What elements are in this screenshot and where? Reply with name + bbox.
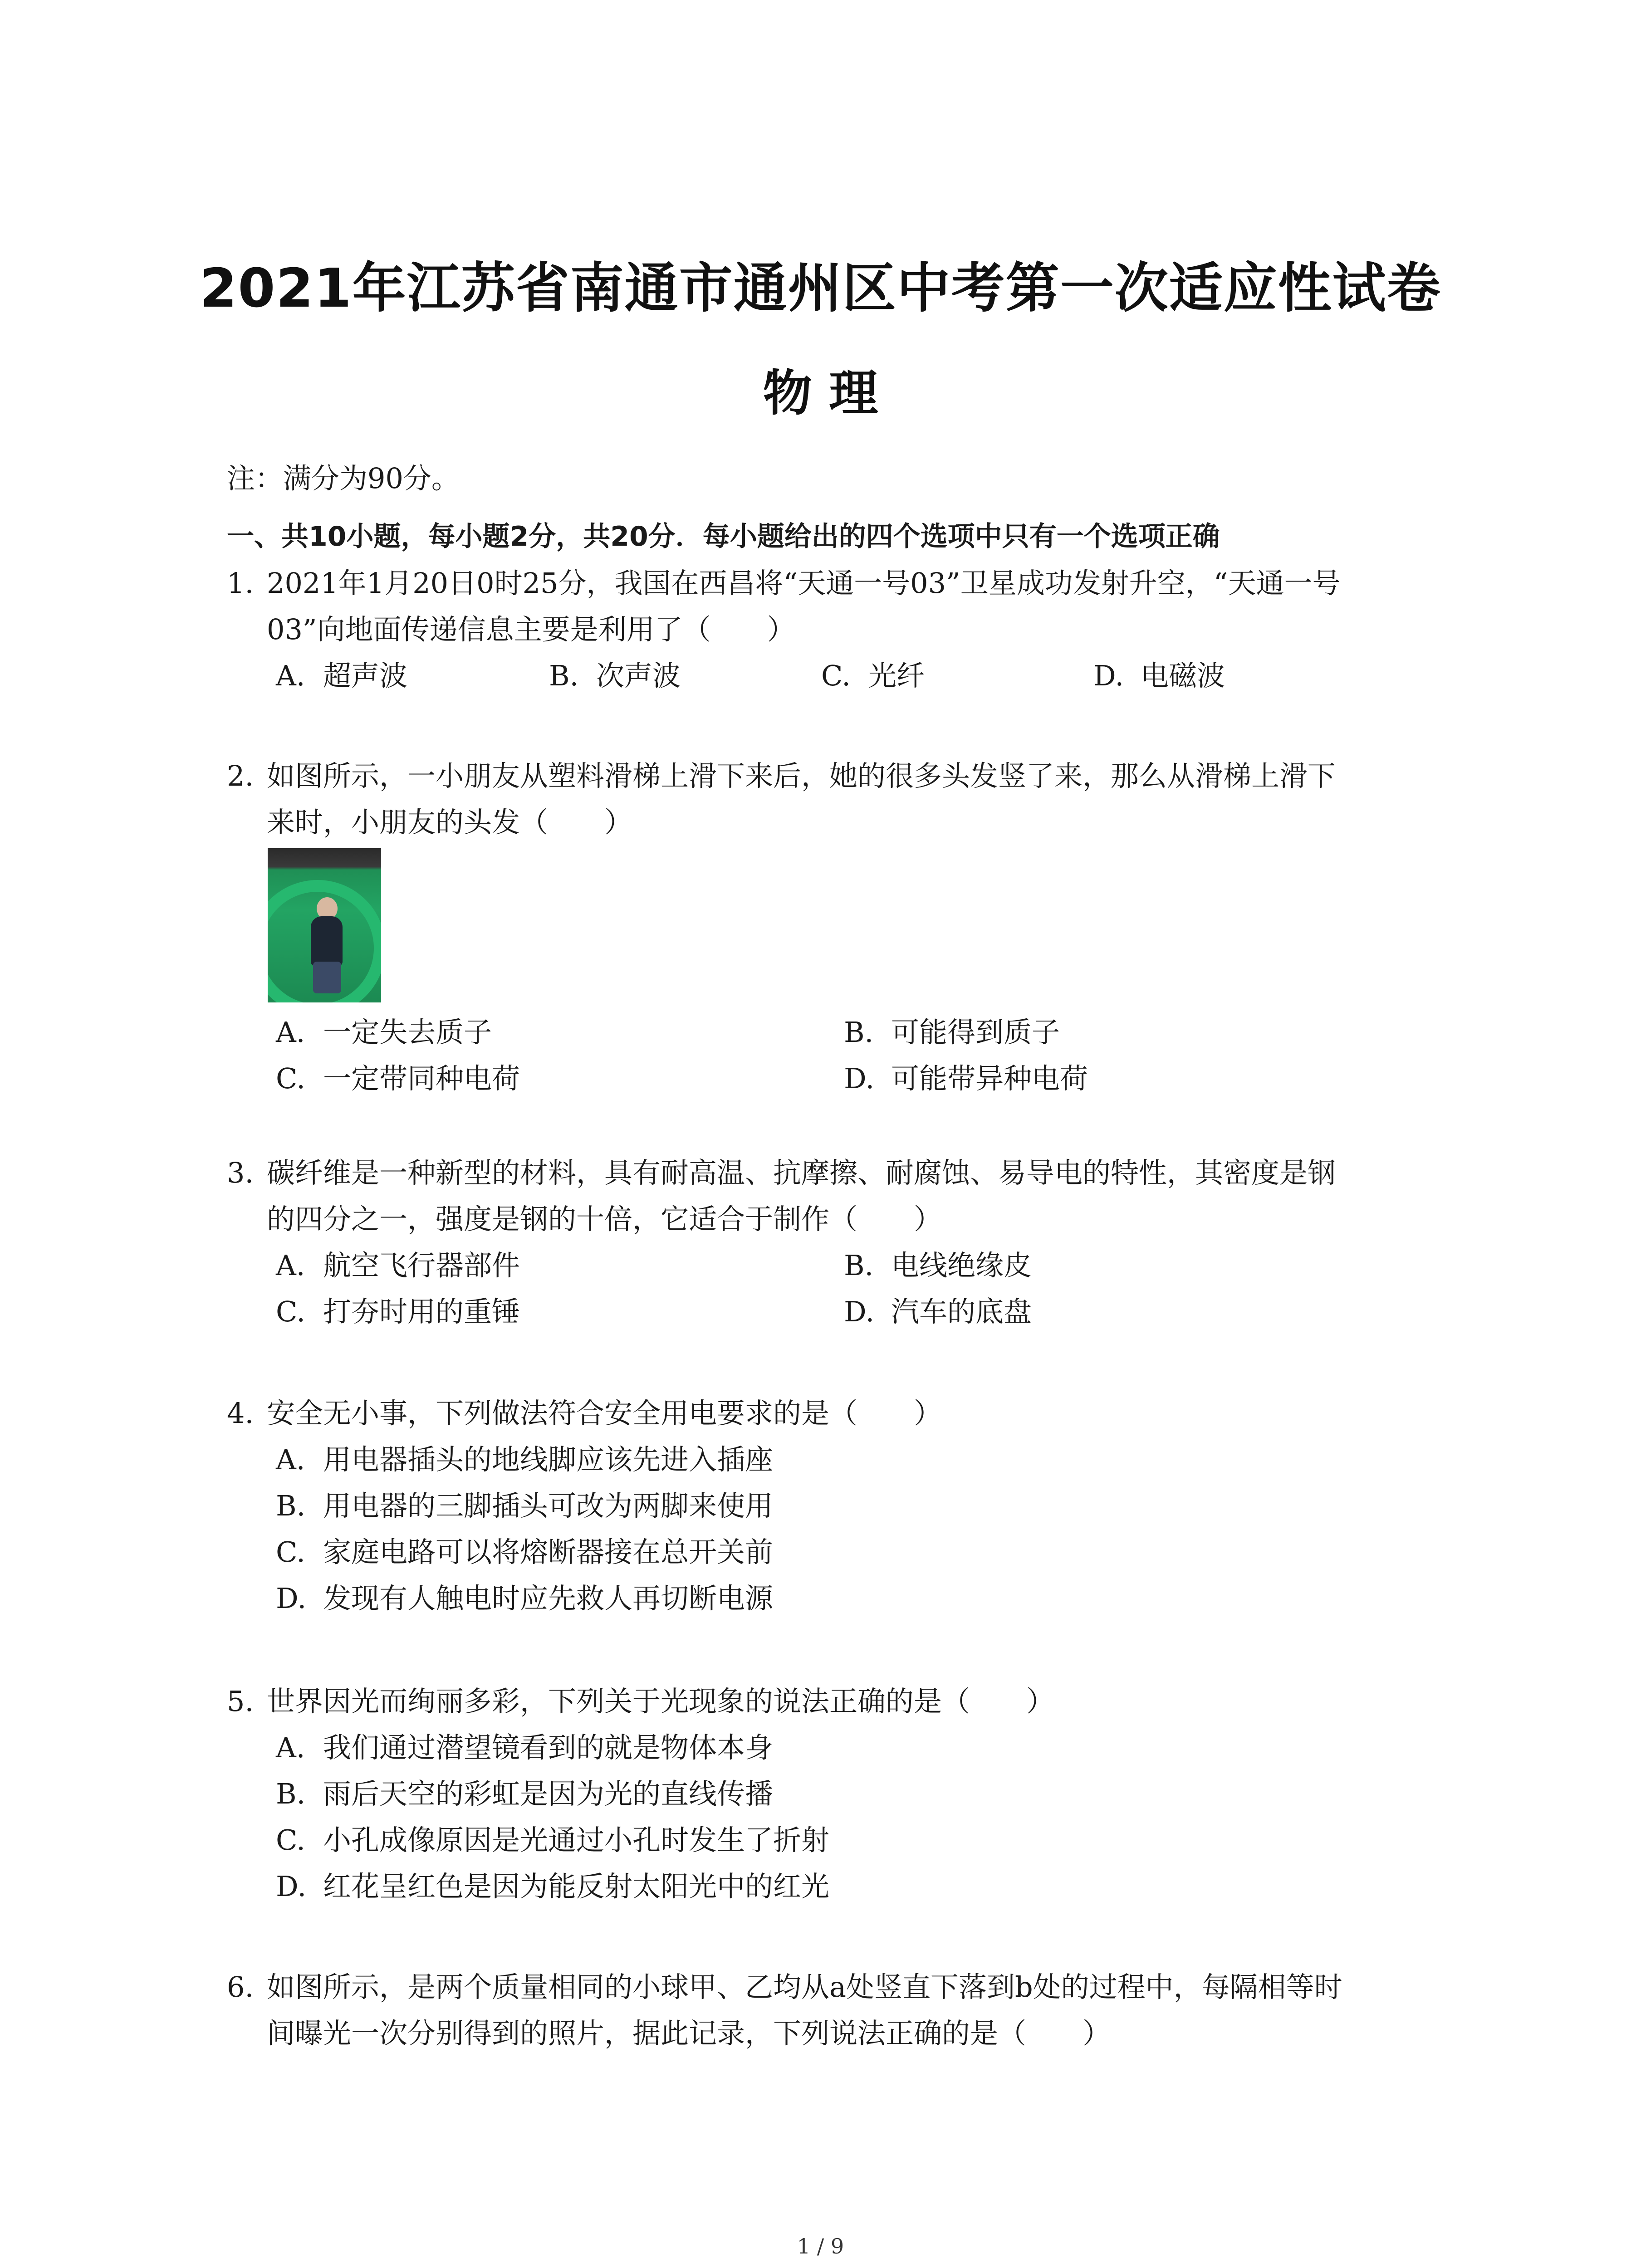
score-note: 注：满分为90分。 (227, 462, 460, 495)
option-row (227, 1289, 1429, 1335)
question-number: 4. (227, 1397, 254, 1430)
option-c: C. 家庭电路可以将熔断器接在总开关前 (276, 1535, 774, 1569)
section-heading: 一、共10小题，每小题2分，共20分．每小题给出的四个选项中只有一个选项正确 (227, 521, 1220, 552)
question-text: 03”向地面传递信息主要是利用了（ ） (267, 613, 795, 646)
question-number: 5. (227, 1685, 254, 1718)
option-b: B. 可能得到质子 (844, 1016, 1060, 1049)
question-text: 来时，小朋友的头发（ ） (267, 806, 633, 839)
option-c: C. 小孔成像原因是光通过小孔时发生了折射 (276, 1823, 830, 1857)
question-number: 6. (227, 1970, 254, 2004)
option-d: D. 汽车的底盘 (844, 1295, 1032, 1328)
question-1 (227, 560, 1429, 699)
option-a: A. 航空飞行器部件 (276, 1249, 520, 1282)
option-b: B. 次声波 (549, 659, 681, 692)
question-3 (227, 1150, 1429, 1335)
option-d: D. 红花呈红色是因为能反射太阳光中的红光 (276, 1870, 830, 1903)
question-text: 安全无小事，下列做法符合安全用电要求的是（ ） (267, 1397, 942, 1430)
option-a: A. 用电器插头的地线脚应该先进入插座 (276, 1443, 774, 1476)
option-c: C. 一定带同种电荷 (276, 1062, 520, 1095)
question-number: 3. (227, 1156, 254, 1189)
option-a: A. 一定失去质子 (276, 1016, 492, 1049)
exam-title: 2021年江苏省南通市通州区中考第一次适应性试卷 (200, 257, 1441, 319)
option-row (227, 1009, 1429, 1056)
option-c: C. 光纤 (821, 659, 925, 692)
question-text: 如图所示，一小朋友从塑料滑梯上滑下来后，她的很多头发竖了来，那么从滑梯上滑下 (267, 759, 1336, 792)
slide-child-photo (268, 848, 381, 1002)
option-row (227, 1056, 1429, 1102)
option-c: C. 打夯时用的重锤 (276, 1295, 520, 1328)
option-a: A. 我们通过潜望镜看到的就是物体本身 (276, 1731, 774, 1764)
page-number: 1 / 9 (797, 2234, 844, 2258)
question-2-options (227, 1009, 1429, 1102)
option-a: A. 超声波 (276, 659, 408, 692)
question-number: 2. (227, 759, 254, 792)
question-4 (227, 1390, 1429, 1622)
question-text: 碳纤维是一种新型的材料，具有耐高温、抗摩擦、耐腐蚀、易导电的特性，其密度是钢 (267, 1156, 1336, 1189)
question-text: 间曝光一次分别得到的照片，据此记录，下列说法正确的是（ ） (267, 2017, 1111, 2050)
option-d: D. 电磁波 (1093, 659, 1225, 692)
question-6 (227, 1964, 1429, 2057)
question-text: 如图所示，是两个质量相同的小球甲、乙均从a处竖直下落到b处的过程中，每隔相等时 (267, 1970, 1342, 2004)
question-number: 1. (227, 567, 254, 600)
question-2 (227, 753, 1429, 846)
option-b: B. 用电器的三脚插头可改为两脚来使用 (276, 1489, 774, 1522)
option-row (227, 653, 1429, 699)
question-text: 2021年1月20日0时25分，我国在西昌将“天通一号03”卫星成功发射升空，“天通一号 (267, 567, 1341, 600)
option-b: B. 雨后天空的彩虹是因为光的直线传播 (276, 1777, 774, 1810)
subject-title: 物 理 (763, 365, 878, 422)
question-text: 世界因光而绚丽多彩，下列关于光现象的说法正确的是（ ） (267, 1685, 1055, 1718)
option-d: D. 发现有人触电时应先救人再切断电源 (276, 1582, 774, 1615)
question-5 (227, 1678, 1429, 1910)
question-text: 的四分之一，强度是钢的十倍，它适合于制作（ ） (267, 1202, 942, 1236)
option-b: B. 电线绝缘皮 (844, 1249, 1032, 1282)
option-row (227, 1242, 1429, 1289)
option-d: D. 可能带异种电荷 (844, 1062, 1088, 1095)
